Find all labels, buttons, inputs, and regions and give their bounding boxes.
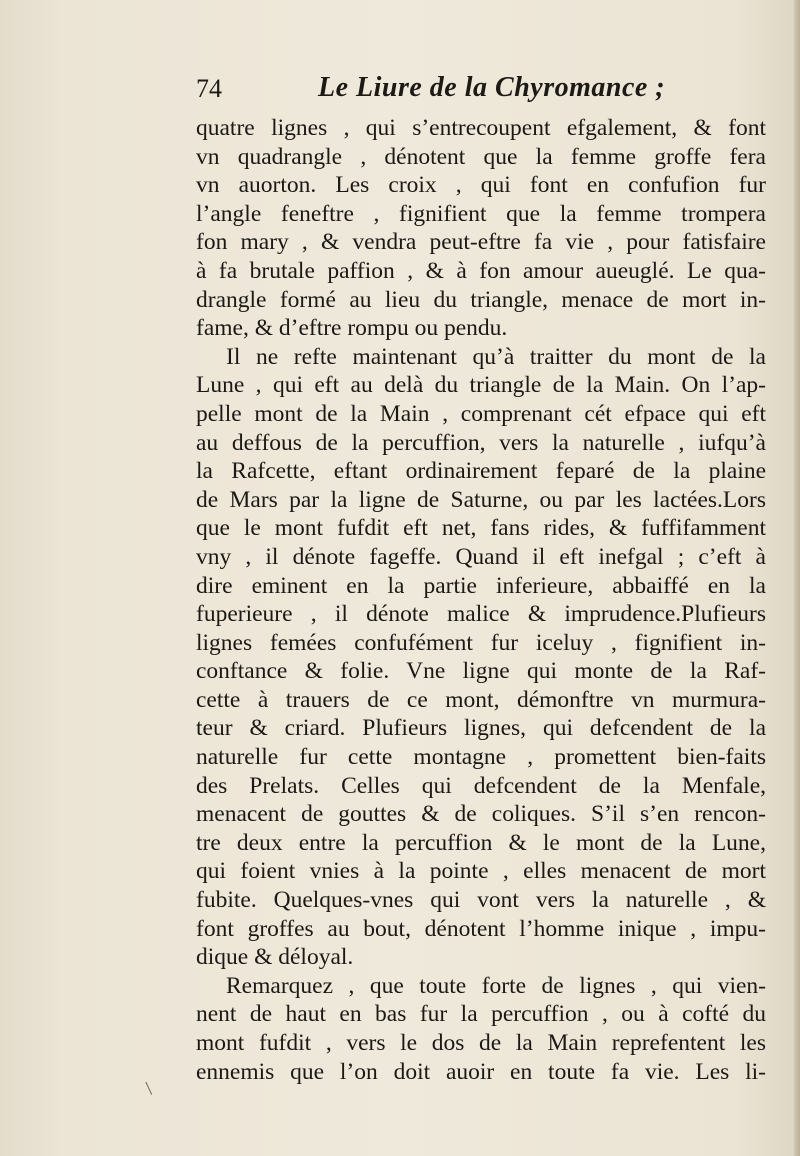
- text-line: pelle mont de la Main , comprenant cét efpace qui eft: [196, 400, 766, 427]
- text-line: Lune , qui eft au delà du triangle de la Main. On l’ap-: [196, 372, 766, 399]
- page-header: [196, 70, 760, 110]
- text-line: ennemis que l’on doit auoir en toute fa vie. Les li-: [196, 1058, 766, 1085]
- text-line: lignes femées confufément fur iceluy , fignifient in-: [196, 629, 766, 656]
- text-line: Remarquez , que toute forte de lignes , qui vien-: [226, 972, 766, 999]
- text-line: drangle formé au lieu du triangle, menace de mort in-: [196, 286, 766, 313]
- text-line: vn auorton. Les croix , qui font en confufion fur: [196, 172, 766, 199]
- text-line: la Rafcette, eftant ordinairement feparé de la plaine: [196, 458, 766, 485]
- body-text: [196, 114, 766, 1086]
- text-line: fuperieure , il dénote malice & imprudence.Plufieurs: [196, 601, 766, 628]
- text-line: menacent de gouttes & de coliques. S’il s’en rencon-: [196, 801, 766, 828]
- text-line: font groffes au bout, dénotent l’homme inique , impu-: [196, 915, 766, 942]
- text-line: teur & criard. Plufieurs lignes, qui defcendent de la: [196, 715, 766, 742]
- text-line: quatre lignes , qui s’entrecoupent efgalement, & font: [196, 115, 766, 141]
- text-line: Il ne refte maintenant qu’à traitter du mont de la: [226, 343, 766, 370]
- text-line: vny , il dénote fageffe. Quand il eft inefgal ; c’eft à: [196, 543, 766, 570]
- text-line: dire eminent en la partie inferieure, abbaiffé en la: [196, 572, 766, 599]
- text-line: de Mars par la ligne de Saturne, ou par les lactées.Lors: [196, 486, 766, 513]
- text-line: naturelle fur cette montagne , promettent bien-faits: [196, 744, 766, 771]
- text-line: vn quadrangle , dénotent que la femme groffe fera: [196, 143, 766, 170]
- text-line: des Prelats. Celles qui defcendent de la Menfale,: [196, 772, 766, 799]
- text-line: mont fufdit , vers le dos de la Main reprefentent les: [196, 1030, 766, 1056]
- text-line: tre deux entre la percuffion & le mont de la Lune,: [196, 829, 766, 856]
- text-line: au deffous de la percuffion, vers la naturelle , iufqu’à: [196, 429, 766, 456]
- text-line: fubite. Quelques-vnes qui vont vers la naturelle , &: [196, 887, 766, 914]
- ink-mark: [145, 1079, 157, 1095]
- text-line: nent de haut en bas fur la percuffion , ou à cofté du: [196, 1001, 766, 1028]
- running-title: Le Liure de la Chyromance ;: [318, 72, 666, 103]
- paragraph-3: [196, 972, 766, 1086]
- text-line: l’angle feneftre , fignifient que la femme trompera: [196, 200, 766, 227]
- text-line: à fa brutale paffion , & à fon amour aueuglé. Le qua-: [196, 257, 766, 284]
- text-line: conftance & folie. Vne ligne qui monte de la Raf-: [196, 658, 766, 685]
- text-line: fon mary , & vendra peut-eftre fa vie , pour fatisfaire: [196, 229, 766, 256]
- text-line: cette à trauers de ce mont, démonftre vn murmura-: [196, 686, 766, 713]
- text-line: dique & déloyal.: [196, 944, 354, 971]
- text-line: fame, & d’eftre rompu ou pendu.: [196, 315, 508, 342]
- text-line: que le mont fufdit eft net, fans rides, & fuffifamment: [196, 515, 766, 542]
- page-number: 74: [196, 74, 222, 103]
- paragraph-1: [196, 114, 766, 343]
- page-edge: [794, 0, 800, 1156]
- paragraph-2: [196, 343, 766, 972]
- text-line: qui foient vnies à la pointe , elles menacent de mort: [196, 858, 766, 885]
